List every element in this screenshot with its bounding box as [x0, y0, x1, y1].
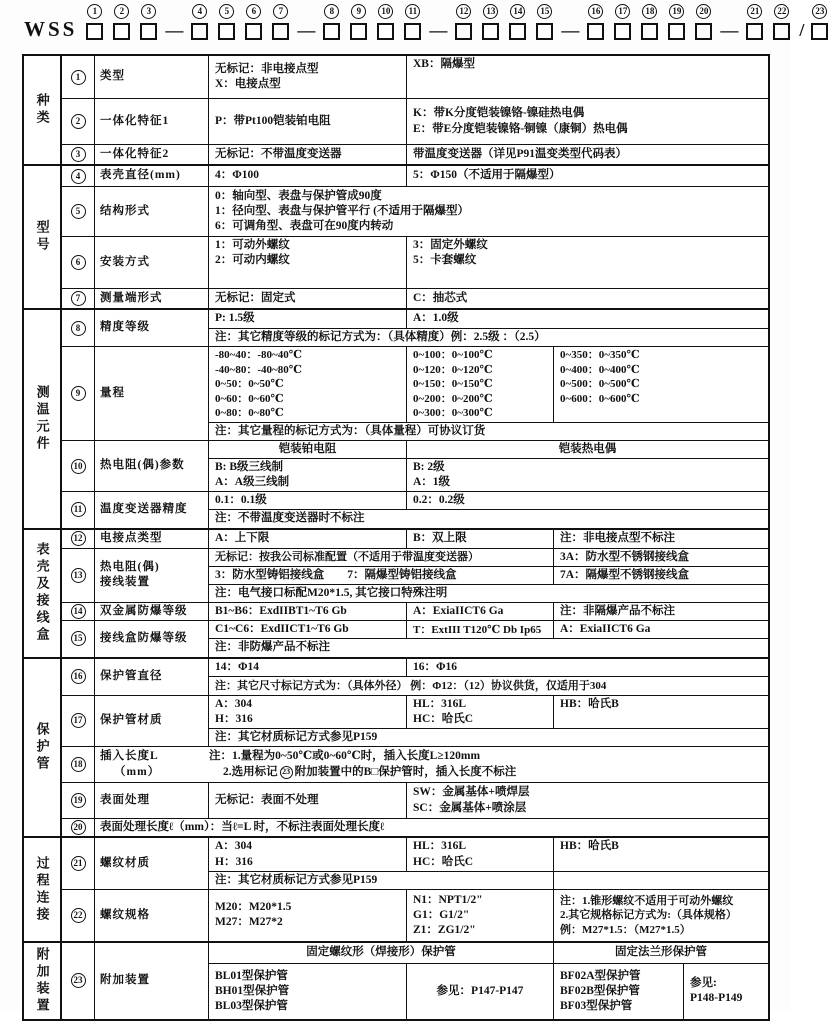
code-box: [668, 23, 685, 40]
option-cell: 无标记：不带温度变送器: [209, 145, 407, 164]
option-cell: 14：Φ14: [209, 659, 407, 677]
code-position: [108, 4, 135, 40]
code-position: [663, 4, 690, 40]
row-label: 精度等级: [95, 310, 209, 346]
option-cell: 0.1：0.1级: [209, 492, 407, 509]
code-position: [267, 4, 294, 40]
code-position: [636, 4, 663, 40]
merged-cell: [95, 747, 768, 782]
code-box: [614, 23, 631, 40]
position-number: 4: [192, 4, 207, 19]
option-cell: K：带K分度铠装镍铬-镍硅热电偶 E：带E分度铠装镍铬-铜镍（康铜）热电偶: [413, 107, 628, 135]
group-label: 种类: [24, 56, 62, 164]
circled-23: 23: [280, 766, 293, 779]
table-row: [62, 746, 768, 782]
note-cell: 注：其它精度等级的标记方式为：（具体精度）例：2.5级 ：（2.5）: [215, 330, 546, 343]
table-row: [62, 491, 768, 527]
position-number: 22: [774, 4, 789, 19]
row-label: 插入长度L （mm）: [100, 750, 161, 778]
position-number: 1: [87, 4, 102, 19]
code-group-1: [81, 4, 162, 40]
group-label: 保护管: [24, 659, 62, 837]
reference-cell: 参见: P148-P149: [690, 977, 743, 1005]
code-box: [509, 23, 526, 40]
option-cell: A：ExiaIICT6 Ga: [407, 603, 554, 620]
code-box: [323, 23, 340, 40]
range-options-cell: 0~350：0~350℃ 0~400：0~400℃ 0~500：0~500℃ 0~600：0~600℃: [560, 349, 640, 405]
row-label: 螺纹规格: [95, 890, 209, 941]
option-cell: A：304 H：316: [209, 838, 407, 870]
ordering-code-line: [24, 4, 833, 40]
table-row: [62, 56, 768, 98]
code-box: [191, 23, 208, 40]
table-row: [62, 838, 768, 889]
row-label: 结构形式: [95, 187, 209, 236]
table-row: [62, 620, 768, 656]
group-label: 表壳及接线盒: [24, 530, 62, 657]
row-number: 7: [71, 291, 86, 306]
band-case-junction-box: [24, 528, 768, 657]
code-position: [372, 4, 399, 40]
option-cell: 3：防水型铸铝接线盒 7：隔爆型铸铝接线盒: [209, 567, 554, 584]
row-number: 22: [71, 908, 86, 923]
position-number: 5: [219, 4, 234, 19]
column-header: 固定螺纹形（焊接形）保护管: [209, 943, 554, 963]
table-row: [62, 659, 768, 695]
row-number: 4: [71, 169, 86, 184]
note-cell: 注：1.锥形螺纹不适用于可动外螺纹 2.其它规格标记方式为:（具体规格） 例：M27*1.5：（M27*1.5）: [560, 894, 737, 936]
note-cell: 注：其它量程的标记方式为：（具体量程）可协议订货: [215, 424, 486, 437]
table-row: [62, 818, 768, 836]
position-number: 13: [483, 4, 498, 19]
note-cell: 注：其它尺寸标记方式为：（具体外径） 例：Φ12：（12）协议供货，仅适用于304: [215, 679, 607, 692]
row-number: 9: [71, 386, 86, 401]
empty-cell: [554, 872, 768, 889]
option-cell: 无标记：表面不处理: [209, 783, 407, 818]
row-number: 23: [71, 973, 86, 988]
row-label: 测量端形式: [95, 289, 209, 308]
table-row: [62, 288, 768, 308]
option-cell: HB：哈氏B: [560, 840, 619, 853]
table-row: [62, 889, 768, 941]
option-cell: B1~B6：ExdIIBT1~T6 Gb: [209, 603, 407, 620]
table-row: [62, 346, 768, 440]
spec-table: [22, 54, 770, 1021]
position-number: 2: [114, 4, 129, 19]
option-cell: BF02A型保护管 BF02B型保护管 BF03型保护管: [554, 964, 684, 1019]
position-number: 23: [812, 4, 827, 19]
position-number: 15: [537, 4, 552, 19]
code-position: [768, 4, 795, 40]
code-position: [477, 4, 504, 40]
position-number: 7: [273, 4, 288, 19]
option-cell: BL01型保护管 BH01型保护管 BL03型保护管: [209, 964, 407, 1019]
table-row: [62, 943, 768, 1019]
position-number: 18: [642, 4, 657, 19]
range-options-cell: 0~100：0~100℃ 0~120：0~120℃ 0~150：0~150℃ 0~200：0~200℃ 0~300：0~300℃: [407, 347, 554, 422]
row-number: 13: [71, 568, 86, 583]
code-position: [345, 4, 372, 40]
note-cell: 注：非电接点型不标注: [560, 532, 675, 545]
code-box: [811, 23, 828, 40]
row-number: 2: [71, 114, 86, 129]
position-number: 6: [246, 4, 261, 19]
row-number: 3: [71, 147, 86, 162]
row-number: 15: [71, 631, 86, 646]
code-box: [245, 23, 262, 40]
merged-cell: 表面处理长度ℓ（mm）：当ℓ=L 时，不标注表面处理长度ℓ: [100, 821, 385, 834]
option-cell: A：304 H：316: [209, 696, 407, 728]
code-position: [690, 4, 717, 40]
code-group-6: [741, 4, 795, 40]
table-row: [62, 98, 768, 144]
option-cell: M20：M20*1.5 M27：M27*2: [209, 890, 407, 941]
group-label: 型号: [24, 166, 62, 308]
table-row: [62, 186, 768, 236]
table-row: [62, 440, 768, 492]
table-row: [62, 695, 768, 747]
code-position: [135, 4, 162, 40]
table-row: [62, 236, 768, 288]
option-cell: 16：Φ16: [413, 660, 458, 673]
option-cell: SW：金属基体+喷焊层 SC：金属基体+喷涂层: [413, 786, 530, 814]
column-header: 铠装铂电阻: [209, 441, 407, 458]
code-box: [140, 23, 157, 40]
row-number: 17: [71, 713, 86, 728]
option-cell: N1：NPT1/2" G1：G1/2" Z1：ZG1/2": [407, 890, 554, 941]
option-cell: 3：固定外螺纹 5：卡套螺纹: [413, 239, 488, 267]
code-position: [399, 4, 426, 40]
position-number: 8: [324, 4, 339, 19]
table-row: [62, 782, 768, 818]
option-cell: 无标记：固定式: [209, 289, 407, 308]
code-separator: —: [297, 20, 316, 40]
note-cell: 注：其它材质标记方式参见P159: [209, 872, 554, 889]
code-slash: /: [799, 20, 805, 40]
code-position: [240, 4, 267, 40]
option-cell: 4：Φ100: [209, 166, 407, 186]
code-position: [582, 4, 609, 40]
option-cell: HB：哈氏B: [560, 697, 619, 710]
row-number: 21: [71, 856, 86, 871]
option-cell: T：ExtIII T120℃ Db Ip65: [407, 621, 554, 638]
row-number: 5: [71, 204, 86, 219]
option-cell: C：抽芯式: [413, 291, 468, 304]
band-category: [24, 56, 768, 164]
row-label: 电接点类型: [95, 530, 209, 548]
code-group-5: [582, 4, 717, 40]
code-position: [186, 4, 213, 40]
band-process-connection: [24, 836, 768, 941]
code-separator: —: [720, 20, 739, 40]
position-number: 16: [588, 4, 603, 19]
note-cell: 注：1.量程为0~50℃或0~60℃时，插入长度L≥120mm 2.选用标记 23 附加装置中的B□保护管时，插入长度不标注: [209, 750, 517, 778]
row-number: 8: [71, 321, 86, 336]
position-number: 19: [669, 4, 684, 19]
note-cell: 注：非防爆产品不标注: [215, 641, 330, 654]
row-label: 附加装置: [95, 943, 209, 1019]
position-number: 20: [696, 4, 711, 19]
position-number: 11: [405, 4, 420, 19]
code-position: [806, 4, 833, 40]
position-number: 9: [351, 4, 366, 19]
option-cell: 无标记：非电接点型 X：电接点型: [209, 56, 407, 98]
option-cell: P：带Pt100铠装铂电阻: [209, 99, 407, 144]
row-number: 18: [71, 757, 86, 772]
code-group-3: [318, 4, 426, 40]
table-row: [62, 144, 768, 164]
position-number: 17: [615, 4, 630, 19]
code-group-2: [186, 4, 294, 40]
option-cell: 3A：防水型不锈钢接线盒: [560, 550, 690, 563]
row-number: 14: [71, 604, 86, 619]
code-position: [609, 4, 636, 40]
row-label: 接线盒防爆等级: [95, 621, 209, 656]
range-options-cell: -80~40：-80~40℃ -40~80：-40~80℃ 0~50：0~50℃ 0~60：0~60℃ 0~80：0~80℃: [209, 347, 407, 422]
row-label: 一体化特征1: [95, 99, 209, 144]
row-label: 保护管直径: [95, 659, 209, 695]
code-box: [695, 23, 712, 40]
row-label: 温度变送器精度: [95, 492, 209, 527]
code-box: [86, 23, 103, 40]
code-box: [404, 23, 421, 40]
code-box: [746, 23, 763, 40]
row-number: 10: [71, 459, 86, 474]
row-label: 一体化特征2: [95, 145, 209, 164]
code-box: [773, 23, 790, 40]
code-position: [504, 4, 531, 40]
position-number: 12: [456, 4, 471, 19]
option-cell: A：上下限: [209, 530, 407, 548]
code-separator: —: [561, 20, 580, 40]
group-label: 附加装置: [24, 943, 62, 1019]
code-group-4: [450, 4, 558, 40]
code-box: [587, 23, 604, 40]
code-box: [482, 23, 499, 40]
code-box: [536, 23, 553, 40]
group-label: 测温元件: [24, 310, 62, 528]
row-label: 类型: [95, 56, 209, 98]
option-cell: C1~C6：ExdIICT1~T6 Gb: [209, 621, 407, 638]
position-number: 21: [747, 4, 762, 19]
position-number: 3: [141, 4, 156, 19]
code-separator: —: [429, 20, 448, 40]
group-label: 过程连接: [24, 838, 62, 941]
code-position: [81, 4, 108, 40]
position-number: 10: [378, 4, 393, 19]
row-label: 双金属防爆等级: [95, 603, 209, 620]
option-cell: XB：隔爆型: [413, 58, 475, 70]
row-number: 16: [71, 669, 86, 684]
row-label: 表壳直径(mm): [95, 166, 209, 186]
note-cell: 注：不带温度变送器时不标注: [215, 512, 365, 525]
option-cell: 带温度变送器（详见P91温变类型代码表）: [413, 147, 628, 160]
option-cell: B：双上限: [407, 530, 554, 548]
table-row: [62, 310, 768, 346]
option-cell: HL：316L HC：哈氏C: [407, 838, 554, 870]
table-row: [62, 530, 768, 548]
row-number: 6: [71, 255, 86, 270]
row-label: 热电阻(偶)参数: [95, 441, 209, 492]
position-number: 14: [510, 4, 525, 19]
option-cell: 5：Φ150（不适用于隔爆型）: [413, 169, 561, 182]
code-position: [531, 4, 558, 40]
code-box: [272, 23, 289, 40]
code-separator: —: [165, 20, 184, 40]
note-cell: 注：其它材质标记方式参见P159: [215, 730, 378, 743]
table-row: [62, 548, 768, 603]
option-cell: 0.2：0.2级: [413, 494, 465, 507]
band-additional-device: [24, 941, 768, 1019]
option-cell: 0：轴向型、表盘与保护管成90度 1：径向型、表盘与保护管平行 (不适用于隔爆型） 6：可调角型、表盘可在90度内转动: [215, 189, 469, 233]
column-header: 固定法兰形保护管: [615, 946, 707, 959]
code-box: [455, 23, 472, 40]
column-header: 铠装热电偶: [558, 442, 617, 455]
row-label: 安装方式: [95, 237, 209, 288]
band-model: [24, 164, 768, 308]
option-cell: B: 2级 A：1级: [413, 460, 451, 489]
reference-cell: 参见：P147-P147: [407, 964, 554, 1019]
option-cell: A：ExiaIICT6 Ga: [560, 623, 651, 636]
option-cell: P: 1.5级: [209, 310, 407, 328]
option-cell: A：1.0级: [413, 312, 459, 325]
table-row: [62, 602, 768, 620]
row-label: 螺纹材质: [95, 838, 209, 889]
code-position: [213, 4, 240, 40]
row-number: 20: [71, 820, 86, 835]
row-label: 热电阻(偶) 接线装置: [95, 549, 209, 603]
option-cell: 7A：隔爆型不锈钢接线盒: [560, 568, 690, 581]
model-prefix: WSS: [24, 17, 78, 41]
code-box: [113, 23, 130, 40]
row-number: 11: [71, 502, 86, 517]
option-cell: B: B级三线制 A：A级三线制: [209, 459, 407, 491]
option-cell: 无标记：按我公司标准配置（不适用于带温度变送器）: [209, 549, 554, 566]
code-position: [450, 4, 477, 40]
code-position: [318, 4, 345, 40]
code-box: [218, 23, 235, 40]
option-cell: HL：316L HC：哈氏C: [407, 696, 554, 728]
note-cell: 注：电气接口标配M20*1.5, 其它接口特殊注明: [215, 586, 448, 599]
code-group-7: [806, 4, 833, 40]
code-position: [741, 4, 768, 40]
code-box: [377, 23, 394, 40]
row-label: 表面处理: [95, 783, 209, 818]
row-number: 19: [71, 793, 86, 808]
row-label: 量程: [95, 347, 209, 440]
row-label: 保护管材质: [95, 696, 209, 747]
option-cell: 1：可动外螺纹 2：可动内螺纹: [209, 237, 407, 288]
note-cell: 注：非隔爆产品不标注: [560, 605, 675, 618]
code-box: [350, 23, 367, 40]
table-row: [62, 166, 768, 186]
code-box: [641, 23, 658, 40]
row-number: 1: [71, 70, 86, 85]
row-number: 12: [71, 531, 86, 546]
band-sensor: [24, 308, 768, 528]
band-protection-tube: [24, 657, 768, 837]
